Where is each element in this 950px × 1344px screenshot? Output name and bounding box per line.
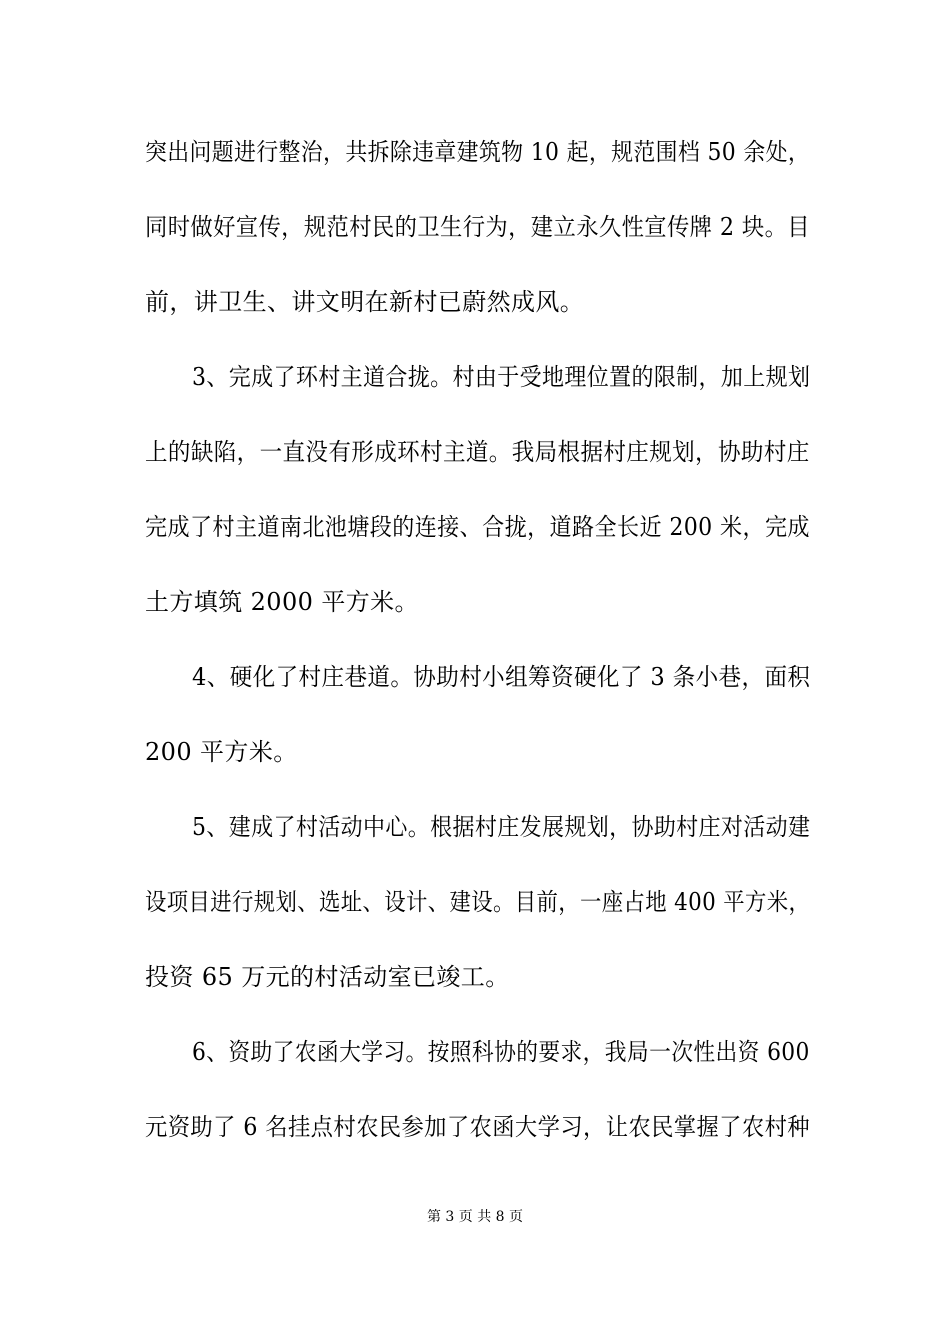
text-line: 设项目进行规划、选址、设计、建设。目前，一座占地 400 平方米， — [145, 888, 811, 916]
text-line: 完成了村主道南北池塘段的连接、合拢，道路全长近 200 米，完成 — [145, 513, 810, 541]
text-line: 土方填筑 2000 平方米。 — [145, 588, 419, 616]
text-line: 上的缺陷，一直没有形成环村主道。我局根据村庄规划，协助村庄 — [145, 438, 810, 466]
paragraph-first-line: 5、建成了村活动中心。根据村庄发展规划，协助村庄对活动建 — [192, 813, 811, 841]
text-line: 投资 65 万元的村活动室已竣工。 — [145, 963, 510, 991]
paragraph-first-line: 6、资助了农函大学习。按照科协的要求，我局一次性出资 600 — [192, 1038, 810, 1066]
text-line: 突出问题进行整治，共拆除违章建筑物 10 起，规范围档 50 余处， — [145, 138, 811, 166]
text-line: 元资助了 6 名挂点村农民参加了农函大学习，让农民掌握了农村种 — [145, 1113, 810, 1141]
paragraph-first-line: 4、硬化了村庄巷道。协助村小组筹资硬化了 3 条小巷，面积 — [192, 663, 811, 691]
text-line: 同时做好宣传，规范村民的卫生行为，建立永久性宣传牌 2 块。目 — [145, 213, 810, 241]
page-number-footer: 第 3 页 共 8 页 — [426, 1209, 524, 1225]
text-line: 200 平方米。 — [145, 738, 298, 766]
text-line: 前，讲卫生、讲文明在新村已蔚然成风。 — [145, 288, 585, 316]
paragraph-first-line: 3、完成了环村主道合拢。村由于受地理位置的限制，加上规划 — [192, 363, 811, 391]
